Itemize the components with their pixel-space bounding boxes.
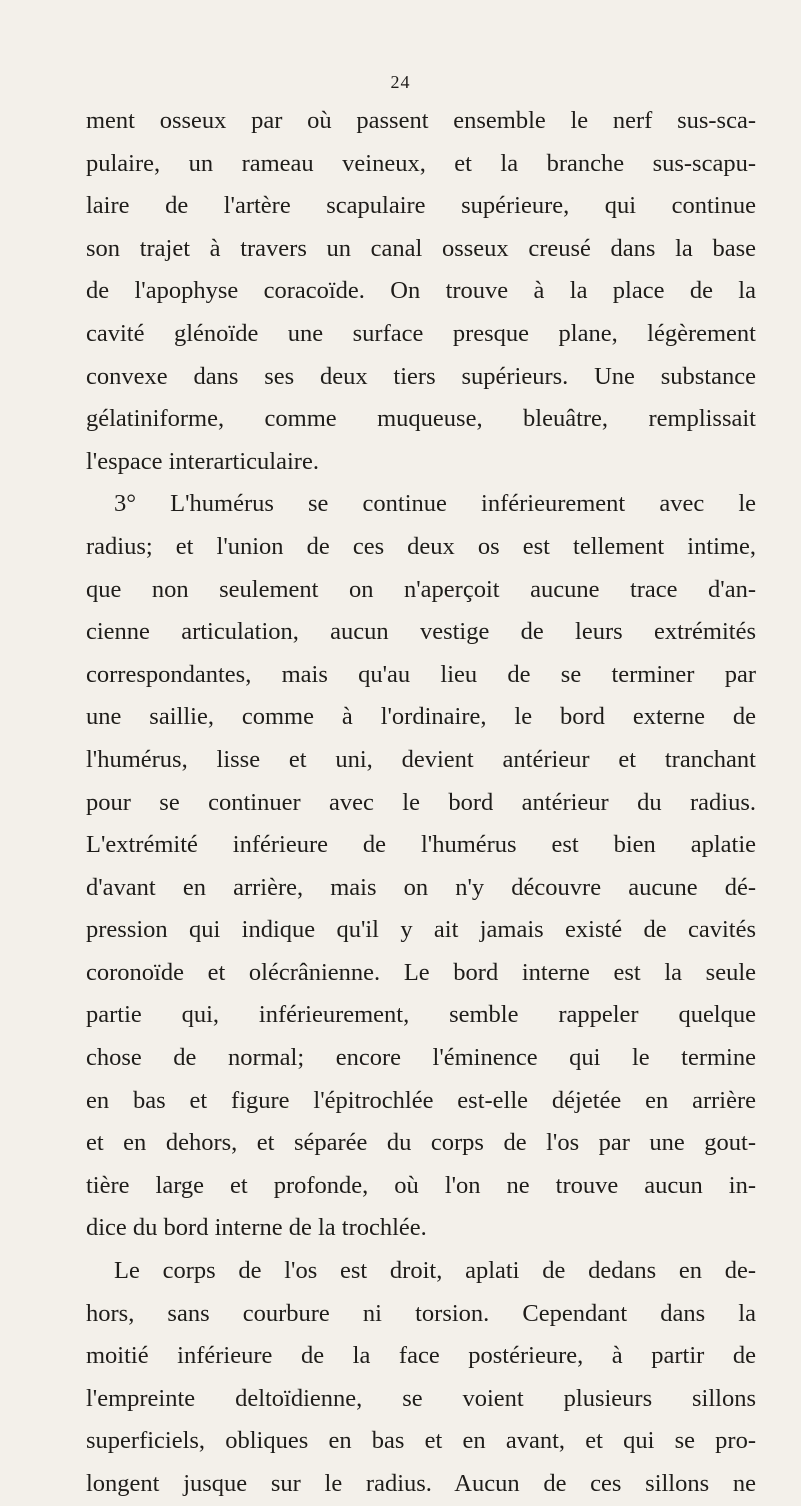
text-line-6: cavité glénoïde une surface presque plane, légèrement	[86, 319, 756, 347]
text-line-14: correspondantes, mais qu'au lieu de se terminer par	[86, 660, 756, 688]
text-line-16: l'humérus, lisse et uni, devient antérieur et tranchant	[86, 745, 756, 773]
text-line-5: de l'apophyse coracoïde. On trouve à la place de la	[86, 277, 756, 305]
text-line-13: cienne articulation, aucun vestige de leurs extrémités	[86, 618, 756, 646]
text-line-28: Le corps de l'os est droit, aplati de dedans en de-	[114, 1257, 756, 1285]
text-line-3: laire de l'artère scapulaire supérieure, qui continue	[86, 192, 756, 220]
text-line-30: moitié inférieure de la face postérieure, à partir de	[86, 1342, 756, 1370]
page-number: 24	[390, 72, 411, 92]
text-line-29: hors, sans courbure ni torsion. Cependant dans la	[86, 1299, 756, 1327]
text-line-10: 3° L'humérus se continue inférieurement avec le	[114, 490, 756, 518]
text-line-22: partie qui, inférieurement, semble rappeler quelque	[86, 1001, 756, 1029]
text-line-25: et en dehors, et séparée du corps de l'os par une gout-	[86, 1129, 756, 1157]
text-line-17: pour se continuer avec le bord antérieur du radius.	[86, 788, 756, 816]
text-line-33: longent jusque sur le radius. Aucun de ces sillons ne	[86, 1470, 756, 1497]
text-line-32: superficiels, obliques en bas et en avant, et qui se pro-	[86, 1427, 756, 1455]
text-line-26: tière large et profonde, où l'on ne trouve aucun in-	[86, 1171, 756, 1199]
text-line-19: d'avant en arrière, mais on n'y découvre aucune dé-	[86, 873, 756, 901]
text-line-11: radius; et l'union de ces deux os est tellement intime,	[86, 532, 756, 560]
text-line-20: pression qui indique qu'il y ait jamais existé de cavités	[86, 916, 756, 944]
text-line-1: ment osseux par où passent ensemble le nerf sus-sca-	[86, 107, 756, 134]
text-line-7: convexe dans ses deux tiers supérieurs. Une substance	[86, 362, 756, 390]
body-text	[86, 100, 756, 1506]
text-line-18: L'extrémité inférieure de l'humérus est bien aplatie	[86, 831, 756, 859]
text-line-4: son trajet à travers un canal osseux creusé dans la base	[86, 234, 756, 262]
text-line-27: dice du bord interne de la trochlée.	[86, 1214, 427, 1242]
text-line-21: coronoïde et olécrânienne. Le bord interne est la seule	[86, 958, 756, 986]
text-line-12: que non seulement on n'aperçoit aucune trace d'an-	[86, 575, 756, 603]
text-line-24: en bas et figure l'épitrochlée est-elle déjetée en arrière	[86, 1086, 756, 1114]
text-line-8: gélatiniforme, comme muqueuse, bleuâtre, remplissait	[86, 405, 756, 433]
text-line-9: l'espace interarticulaire.	[86, 447, 319, 475]
text-line-31: l'empreinte deltoïdienne, se voient plusieurs sillons	[86, 1384, 756, 1412]
text-line-23: chose de normal; encore l'éminence qui le termine	[86, 1044, 756, 1072]
text-line-2: pulaire, un rameau veineux, et la branche sus-scapu-	[86, 149, 756, 177]
text-line-15: une saillie, comme à l'ordinaire, le bord externe de	[86, 703, 756, 731]
